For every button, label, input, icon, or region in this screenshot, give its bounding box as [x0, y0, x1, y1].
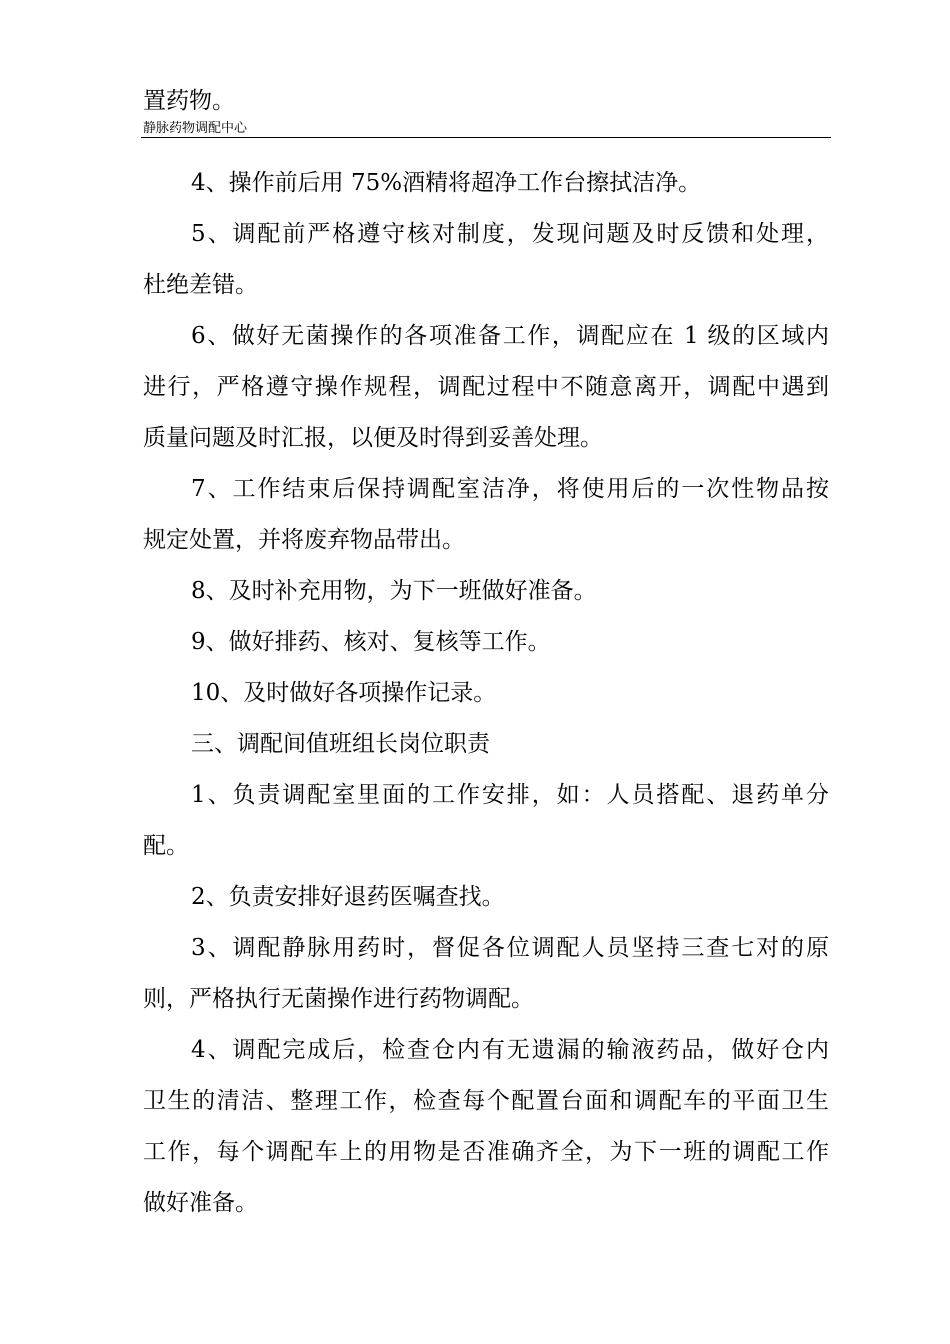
paragraph-line: 规定处置，并将废弃物品带出。: [143, 527, 465, 553]
paragraph-line: 5、调配前严格遵守核对制度，发现问题及时反馈和处理，: [191, 221, 829, 247]
paragraph-line: 4、调配完成后，检查仓内有无遗漏的输液药品，做好仓内: [191, 1037, 829, 1063]
paragraph: [143, 668, 829, 719]
paragraph-line: 则，严格执行无菌操作进行药物调配。: [143, 986, 534, 1012]
paragraph: [143, 719, 829, 770]
paragraph-line: 9、做好排药、核对、复核等工作。: [191, 629, 551, 655]
paragraph: [143, 464, 829, 566]
paragraph-line: 工作，每个调配车上的用物是否准确齐全，为下一班的调配工作: [143, 1139, 829, 1165]
header-rule: [141, 137, 831, 138]
paragraph: [143, 158, 829, 209]
paragraph: [143, 770, 829, 872]
document-body: [143, 158, 829, 1229]
paragraph-line: 杜绝差错。: [143, 272, 258, 298]
paragraph-line: 7、工作结束后保持调配室洁净，将使用后的一次性物品按: [191, 476, 829, 502]
paragraph-line: 做好准备。: [143, 1190, 258, 1216]
header-label: 静脉药物调配中心: [143, 121, 248, 136]
paragraph: [143, 617, 829, 668]
paragraph-line: 配。: [143, 833, 189, 859]
paragraph-line: 3、调配静脉用药时，督促各位调配人员坚持三查七对的原: [191, 935, 829, 961]
paragraph: [143, 872, 829, 923]
paragraph-line: 1、负责调配室里面的工作安排，如：人员搭配、退药单分: [191, 782, 829, 808]
paragraph: [143, 1025, 829, 1229]
carryover-text: 置药物。: [143, 88, 235, 114]
paragraph: [143, 923, 829, 1025]
paragraph-line: 卫生的清洁、整理工作，检查每个配置台面和调配车的平面卫生: [143, 1088, 829, 1114]
paragraph-line: 4、操作前后用 75%酒精将超净工作台擦拭洁净。: [191, 170, 702, 196]
paragraph-line: 质量问题及时汇报，以便及时得到妥善处理。: [143, 425, 603, 451]
paragraph: [143, 209, 829, 311]
paragraph-line: 2、负责安排好退药医嘱查找。: [191, 884, 505, 910]
paragraph-line: 三、调配间值班组长岗位职责: [191, 731, 490, 757]
paragraph: [143, 566, 829, 617]
paragraph: [143, 311, 829, 464]
paragraph-line: 8、及时补充用物，为下一班做好准备。: [191, 578, 597, 604]
paragraph-line: 进行，严格遵守操作规程，调配过程中不随意离开，调配中遇到: [143, 374, 829, 400]
paragraph-line: 10、及时做好各项操作记录。: [191, 680, 497, 706]
paragraph-line: 6、做好无菌操作的各项准备工作，调配应在 1 级的区域内: [191, 323, 829, 349]
